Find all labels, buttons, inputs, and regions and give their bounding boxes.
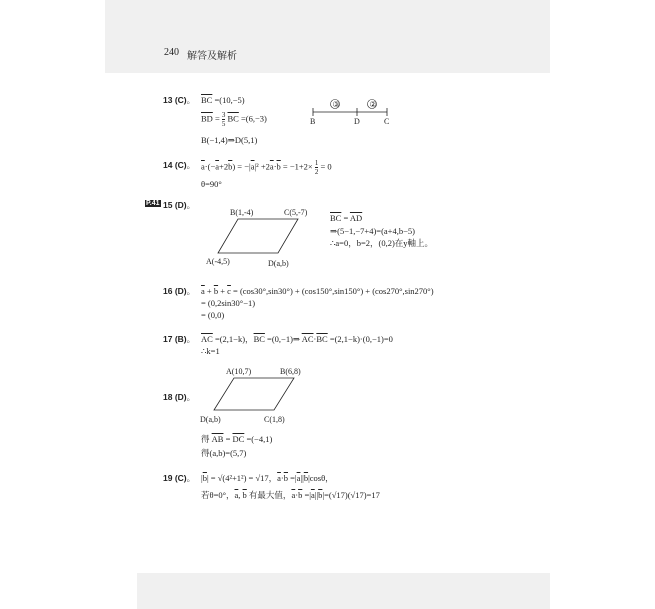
problem-19: 19 (C)。 $|\overline{b}| = √(4^2+1^2) = √17$，$\overline{a}\cdot\overline{b} =|\overline{a}||\overline{b}|\cos\theta$， xyxy=(163,473,334,483)
vertex-label: C(1,8) xyxy=(264,415,285,424)
vertex-label: A(10,7) xyxy=(226,367,252,376)
problem-label: 13 (C) xyxy=(163,95,187,105)
problem-line: B(−1,4)⇒D(5,1) xyxy=(201,135,258,145)
problem-label: 18 (D) xyxy=(163,392,187,402)
left-margin xyxy=(0,0,105,609)
problem-label: 14 (C) xyxy=(163,160,187,170)
point-label: C xyxy=(384,117,390,126)
vertex-label: C(5,-7) xyxy=(284,208,308,217)
problem-label: 19 (C) xyxy=(163,473,187,483)
segment-ratio: ② xyxy=(369,100,377,109)
problem-label: 16 (D) xyxy=(163,286,187,296)
page-footer-band xyxy=(137,573,550,609)
vertex-label: B(6,8) xyxy=(280,367,301,376)
problem-line: θ=90° xyxy=(201,179,222,189)
problem-label: 17 (B) xyxy=(163,334,187,344)
problem-16: 16 (D)。 $\overline{a} + \overline{b} + \overline{c} = (\cos 30^\circ,\sin 30^\circ) + (\cos 150^\circ,\sin 150^\circ) + (\cos 270^\circ,\sin 270^\circ)$ xyxy=(163,286,434,296)
segment-ratio: ③ xyxy=(332,100,340,109)
problem-line: ∴a=0，b=2，(0,2)在y軸上。 xyxy=(330,238,434,248)
parallelogram-15 xyxy=(200,205,320,270)
problem-line: 得 $\overline{AB} = \overline{DC} =(-4,1)$ xyxy=(201,434,273,444)
problem-line: $\overline{BD}$ = $\frac{3}{5}$ $\overline{BC} =(6,-3)$ xyxy=(201,111,267,128)
problem-line: = (0,2sin30°−1) xyxy=(201,298,256,308)
segment-diagram xyxy=(305,98,395,128)
parallelogram-18 xyxy=(198,364,318,428)
point-label: B xyxy=(310,117,316,126)
page-reference-tag: P.41 xyxy=(146,200,160,207)
vertex-label: A(-4,5) xyxy=(206,257,230,266)
problem-18: 18 (D)。 xyxy=(163,392,196,402)
problem-line: $|\overline{b}| = √(4^2+1^2) = √17$，$\overline{a}\cdot\overline{b} =|\overline{a}||\overline{b}|\cos\theta$， xyxy=(201,473,334,483)
problem-line: $\overline{AC} =(2,1-k)$，$\overline{BC}$ =(0,−1)⇒ $\overline{AC}\cdot\overline{BC} =(2,1-k)\cdot(0,-1)=0$ xyxy=(201,334,393,344)
vertex-label: B(1,-4) xyxy=(230,208,254,217)
problem-line: = (0,0) xyxy=(201,310,225,320)
problem-14: 14 (C)。 $\overline{a}\cdot(-\overline{a}+2\overline{b}) = -|\overline{a}|^2 +2\overline{a}\cdot\overline{b} = -1+2\times$ $\frac{1}{2}$ = 0 xyxy=(163,159,332,176)
right-margin xyxy=(550,73,655,573)
page-title: 解答及解析 xyxy=(187,51,237,62)
page-header-band xyxy=(105,0,550,73)
point-label: D xyxy=(354,117,360,126)
vertex-label: D(a,b) xyxy=(200,415,221,424)
problem-17: 17 (B)。 $\overline{AC} =(2,1-k)$，$\overline{BC}$ =(0,−1)⇒ $\overline{AC}\cdot\overline{BC} =(2,1-k)\cdot(0,-1)=0$ xyxy=(163,334,393,344)
problem-line: $\overline{a} + \overline{b} + \overline{c} = (\cos 30^\circ,\sin 30^\circ) + (\cos 150^\circ,\sin 150^\circ) + (\cos 270^\circ,\sin 270^\circ)$ xyxy=(201,286,434,296)
problem-13: 13 (C)。 $\overline{BC} =(10,-5)$ xyxy=(163,95,245,105)
problem-line: ∴k=1 xyxy=(201,346,220,356)
problem-line: 得(a,b)=(5,7) xyxy=(201,448,247,458)
vertex-label: D(a,b) xyxy=(268,259,289,268)
problem-15: 15 (D)。 xyxy=(163,200,196,210)
problem-line: $\overline{BC} = \overline{AD}$ xyxy=(330,213,363,223)
problem-label: 15 (D) xyxy=(163,200,187,210)
problem-line: 若θ=0°，$\overline{a}$, $\overline{b}$ 有最大值，$\overline{a}\cdot\overline{b} =|\overline{a}||\overline{b}|=(√17)(√17)=17$ xyxy=(201,490,380,500)
problem-line: $\overline{BC} =(10,-5)$ xyxy=(201,95,245,105)
problem-line: $\overline{a}\cdot(-\overline{a}+2\overline{b}) = -|\overline{a}|^2 +2\overline{a}\cdot\overline{b} = -1+2\times$ $\frac{1}{2}$ = 0 xyxy=(201,159,332,176)
problem-line: ⇒(5−1,−7+4)=(a+4,b−5) xyxy=(330,226,415,236)
page-number: 240 xyxy=(164,47,179,58)
